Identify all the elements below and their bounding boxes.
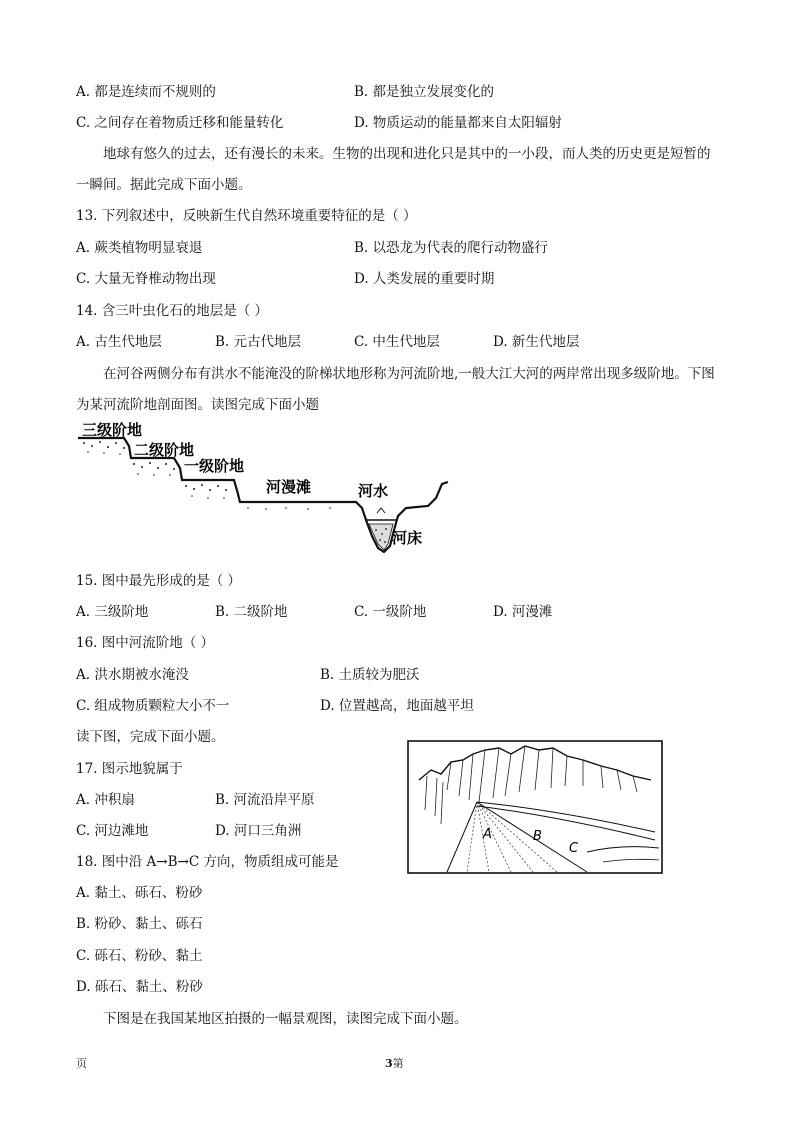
q15-option-a: A. 三级阶地 — [76, 604, 149, 620]
q17-option-a: A. 冲积扇 — [76, 792, 135, 808]
alluvial-fan-sketch-figure — [407, 740, 663, 874]
label-third-terrace: 三级阶地 — [82, 421, 143, 439]
label-point-b: B — [533, 829, 542, 844]
q14-option-c: C. 中生代地层 — [354, 334, 440, 350]
intro-text: 地球有悠久的过去，还有漫长的未来。生物的出现和进化只是其中的一小段，而人类的历史更是短暂的一瞬间。据此完成下面小题。 — [76, 146, 711, 193]
label-riverbed: 河床 — [392, 529, 423, 547]
q18-stem: 18. 图中沿 A→B→C 方向，物质组成可能是 — [76, 854, 339, 870]
q12-option-a: A. 都是连续而不规则的 — [76, 84, 216, 100]
q12-option-d: D. 物质运动的能量都来自太阳辐射 — [354, 115, 562, 131]
q16-stem: 16. 图中河流阶地（ ） — [76, 635, 215, 651]
q16-option-c: C. 组成物质颗粒大小不一 — [76, 698, 230, 714]
q17-stem: 17. 图示地貌属于 — [76, 761, 183, 777]
q17-option-d: D. 河口三角洲 — [215, 823, 302, 839]
label-river-water: 河水 — [358, 482, 389, 500]
q18-option-d: D. 砾石、黏土、粉砂 — [76, 979, 203, 995]
q13-option-b: B. 以恐龙为代表的爬行动物盛行 — [354, 240, 549, 256]
q15-option-c: C. 一级阶地 — [354, 604, 427, 620]
q15-stem: 15. 图中最先形成的是（ ） — [76, 573, 242, 589]
water-symbol-icon — [377, 508, 385, 513]
footer-left-text: 页 — [76, 1057, 87, 1070]
intro-landscape-photo: 下图是在我国某地区拍摄的一幅景观图，读图完成下面小题。 — [103, 1011, 468, 1027]
q15-option-b: B. 二级阶地 — [215, 604, 288, 620]
q14-option-d: D. 新生代地层 — [493, 334, 580, 350]
q12-option-c: C. 之间存在着物质迁移和能量转化 — [76, 115, 284, 131]
label-first-terrace: 一级阶地 — [184, 457, 245, 475]
q18-option-b: B. 粉砂、黏土、砾石 — [76, 916, 203, 932]
footer-page-number — [385, 1055, 404, 1073]
q14-option-a: A. 古生代地层 — [76, 334, 162, 350]
q16-option-d: D. 位置越高，地面越平坦 — [320, 698, 474, 714]
page-suffix: 第 — [392, 1057, 404, 1070]
q15-option-d: D. 河漫滩 — [493, 604, 553, 620]
q12-option-b: B. 都是独立发展变化的 — [354, 84, 495, 100]
label-second-terrace: 二级阶地 — [134, 441, 195, 459]
q18-option-a: A. 黏土、砾石、粉砂 — [76, 885, 203, 901]
q17-option-c: C. 河边滩地 — [76, 823, 149, 839]
q13-stem: 13. 下列叙述中，反映新生代自然环境重要特征的是（ ） — [76, 208, 417, 224]
intro-text: 在河谷两侧分布有洪水不能淹没的阶梯状地形称为河流阶地,一般大江大河的两岸常出现多级阶地。下图为某河流阶地剖面图。读图完成下面小题 — [76, 366, 715, 413]
q14-stem: 14. 含三叶虫化石的地层是（ ） — [76, 303, 269, 319]
label-point-a: A — [483, 827, 492, 842]
page-number: 3 — [385, 1057, 393, 1070]
q17-option-b: B. 河流沿岸平原 — [215, 792, 315, 808]
q14-option-b: B. 元古代地层 — [215, 334, 302, 350]
q18-option-c: C. 砾石、粉砂、黏土 — [76, 948, 203, 964]
q13-option-a: A. 蕨类植物明显衰退 — [76, 240, 203, 256]
q16-option-b: B. 土质较为肥沃 — [320, 667, 420, 683]
label-point-c: C — [569, 841, 579, 856]
label-floodplain: 河漫滩 — [266, 478, 312, 496]
q13-option-d: D. 人类发展的重要时期 — [354, 271, 495, 287]
sediment-dots — [83, 441, 331, 510]
q16-option-a: A. 洪水期被水淹没 — [76, 667, 189, 683]
intro-paragraph-geologic-history — [76, 139, 721, 201]
river-terrace-profile-figure — [76, 412, 476, 572]
q13-option-c: C. 大量无脊椎动物出现 — [76, 271, 216, 287]
intro-read-figure: 读下图，完成下面小题。 — [76, 729, 225, 745]
